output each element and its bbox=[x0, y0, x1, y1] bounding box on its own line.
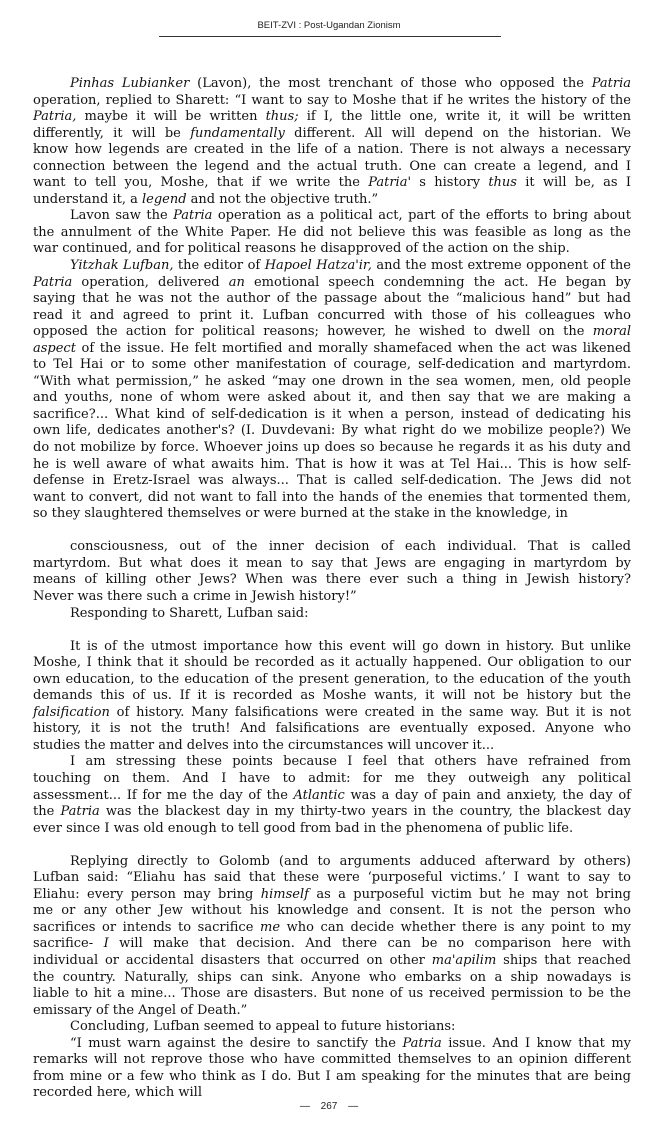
text-run: issue. And I know that my bbox=[441, 1035, 631, 1051]
text-line bbox=[33, 705, 631, 722]
text-line bbox=[33, 771, 631, 788]
paragraph-gap bbox=[33, 523, 631, 540]
text-line bbox=[33, 672, 631, 689]
text-run: himself bbox=[260, 886, 309, 902]
text-run: (Lavon), the most trenchant of those who opposed the bbox=[189, 76, 592, 91]
text-line bbox=[33, 721, 631, 738]
blockquote-history bbox=[33, 639, 631, 755]
text-run: Patria' bbox=[368, 175, 412, 191]
text-line bbox=[33, 126, 631, 143]
text-run: operation, delivered bbox=[72, 274, 229, 290]
text-run: of the issue. He felt mortified and morally shamefaced when the act was likened bbox=[75, 340, 631, 356]
text-run: the editor of bbox=[173, 258, 265, 274]
text-line bbox=[33, 920, 631, 937]
text-line bbox=[33, 142, 631, 159]
text-run: Patria bbox=[591, 76, 631, 91]
text-run: touching on them. And I have to admit: for me they outweigh any political bbox=[33, 770, 631, 786]
text-line bbox=[33, 738, 631, 755]
text-run: defense in Eretz-Israel was always... That is called self-dedication. The Jews did not bbox=[33, 473, 631, 489]
text-line bbox=[33, 821, 631, 838]
paragraph-concluding bbox=[33, 1019, 631, 1036]
paragraph-gap bbox=[33, 837, 631, 854]
text-run: Pinhas Lubianker bbox=[70, 76, 190, 91]
text-run: assessment... If for me the day of the bbox=[33, 787, 294, 803]
text-line bbox=[33, 854, 631, 871]
text-run: an bbox=[228, 274, 245, 290]
page-number: — 267 — bbox=[299, 1101, 359, 1112]
text-line bbox=[33, 639, 631, 656]
text-run: demands this of us. If it is recorded as Moshe wants, it will not be history but the bbox=[33, 688, 631, 704]
text-run: history, it is not the truth! And falsifications are eventually exposed. Anyone who bbox=[33, 721, 631, 737]
text-run: if I, the little one, write it, it will be written bbox=[298, 109, 631, 125]
text-run: It is of the utmost importance how this event will go down in history. But unlike bbox=[70, 638, 631, 654]
text-run: me bbox=[260, 919, 281, 935]
text-run: legend bbox=[141, 191, 187, 207]
text-run: and not the objective truth.” bbox=[186, 191, 379, 207]
text-run: martyrdom. But what does it mean to say that Jews are engaging in martyrdom by bbox=[33, 555, 631, 571]
paragraph-lavon-political bbox=[33, 208, 631, 258]
text-run: ma'apilim bbox=[431, 952, 497, 968]
text-line bbox=[33, 308, 631, 325]
text-line bbox=[33, 887, 631, 904]
text-run: individual or accidental disasters that occurred on other bbox=[33, 952, 432, 968]
text-run: Patria bbox=[33, 274, 73, 290]
text-run: the country. Naturally, ships can sink. Anyone who embarks on a ship nowadays is bbox=[33, 969, 631, 985]
text-line bbox=[33, 936, 631, 953]
blockquote-stressing bbox=[33, 754, 631, 837]
text-line bbox=[33, 572, 631, 589]
text-run: Moshe, I think that it should be recorded as it actually happened. Our obligation to our bbox=[33, 655, 631, 671]
text-run: from mine or a few who think as I do. But I am speaking for the minutes that are being bbox=[33, 1068, 631, 1084]
text-line bbox=[33, 655, 631, 672]
text-run: remarks will not reprove those who have committed themselves to an opinion different bbox=[33, 1052, 631, 1068]
text-run: war continued, and for political reasons he disapproved of the action on the ship. bbox=[33, 241, 570, 257]
header-rule bbox=[159, 36, 501, 37]
text-run: read it and agreed to print it. Lufban concurred with those of his colleagues who bbox=[33, 307, 631, 323]
text-line bbox=[33, 970, 631, 987]
text-run: aspect bbox=[33, 340, 76, 356]
text-run: know how legends are created in the life of a nation. There is not always a necessary bbox=[33, 142, 631, 158]
text-line bbox=[33, 192, 631, 209]
text-run: Patria bbox=[173, 208, 213, 224]
text-run: Hapoel Hatza'ir, bbox=[264, 258, 372, 274]
paragraph-lavon-quote bbox=[33, 76, 631, 208]
text-run: moral bbox=[592, 324, 631, 340]
text-run: sacrifices or intends to sacrifice bbox=[33, 919, 260, 935]
paragraph-responding-sharett bbox=[33, 606, 631, 623]
text-run: operation, replied to Sharett: “I want to say to Moshe that if he writes the history of the bbox=[33, 92, 631, 108]
text-run: and the most extreme opponent of the bbox=[371, 258, 631, 274]
text-run: was the blackest day in my thirty-two years in the country, the blackest day bbox=[99, 804, 631, 820]
text-line bbox=[33, 1069, 631, 1086]
text-line bbox=[33, 589, 631, 606]
paragraph-lufban-speech bbox=[33, 258, 631, 523]
text-run: Patria bbox=[60, 804, 100, 820]
text-run: maybe it will be written bbox=[76, 109, 266, 125]
text-run: “I must warn against the desire to sanctify the bbox=[70, 1035, 403, 1051]
text-run: operation as a political act, part of the efforts to bring about bbox=[212, 208, 632, 224]
text-line bbox=[33, 1019, 631, 1036]
text-line bbox=[33, 457, 631, 474]
text-line bbox=[33, 175, 631, 192]
text-run: and youths, none of whom were asked about it, and then say that we are making a bbox=[33, 390, 631, 406]
text-run: studies the matter and delves into the circumstances will uncover it... bbox=[33, 737, 495, 753]
text-run: Yitzhak Lufban, bbox=[70, 258, 174, 274]
text-run: Responding to Sharett, Lufban said: bbox=[70, 605, 309, 621]
paragraph-final-quote bbox=[33, 1036, 631, 1102]
text-line bbox=[33, 423, 631, 440]
text-line bbox=[33, 291, 631, 308]
paragraph-gap bbox=[33, 622, 631, 639]
text-run: Eliahu: every person may bring bbox=[33, 886, 261, 902]
text-run: the bbox=[33, 804, 61, 820]
text-run: saying that he was not the author of the passage about the “malicious hand” but had bbox=[33, 291, 631, 307]
text-run: Never was there such a crime in Jewish history!” bbox=[33, 588, 357, 604]
paragraph-lufban-continuation bbox=[33, 539, 631, 605]
text-line bbox=[33, 1003, 631, 1020]
text-line bbox=[33, 225, 631, 242]
text-run: recorded here, which will bbox=[33, 1085, 202, 1101]
text-line bbox=[33, 490, 631, 507]
text-line bbox=[33, 903, 631, 920]
text-run: emotional speech condemning the act. He began by bbox=[244, 274, 632, 290]
text-line bbox=[33, 1085, 631, 1102]
text-run: different. All will depend on the historian. We bbox=[284, 125, 631, 141]
running-header: BEIT-ZVI : Post-Ugandan Zionism bbox=[257, 20, 401, 31]
text-run: fundamentally bbox=[190, 125, 285, 141]
text-run: ships that reached bbox=[496, 952, 631, 968]
text-line bbox=[33, 1052, 631, 1069]
text-line bbox=[33, 440, 631, 457]
text-run: as a purposeful victim but he may not bring bbox=[308, 886, 631, 902]
text-run: own life, dedicates another's? (I. Duvdevani: By what right do we mobilize people?) We bbox=[33, 423, 631, 439]
text-run: to Tel Hai or to some other manifestation of courage, self-dedication and martyrdom. bbox=[33, 357, 631, 373]
text-line bbox=[33, 1036, 631, 1053]
text-run: Replying directly to Golomb (and to arguments adduced afterward by others) bbox=[70, 853, 631, 869]
text-line bbox=[33, 407, 631, 424]
text-run: he is well aware of what awaits him. That is how it was at Tel Hai... This is how self- bbox=[33, 456, 631, 472]
text-run: thus bbox=[488, 175, 517, 191]
text-run: understand it, a bbox=[33, 191, 142, 207]
text-run: me or any other Jew without his knowledge and consent. It is not the person who bbox=[33, 903, 631, 919]
text-run: Concluding, Lufban seemed to appeal to future historians: bbox=[70, 1019, 456, 1035]
text-run: the annulment of the White Paper. He did not believe this was feasible as long as the bbox=[33, 224, 631, 240]
paragraph-replying-golomb bbox=[33, 854, 631, 1019]
text-line bbox=[33, 556, 631, 573]
text-run: so they slaughtered themselves or were burned at the stake in the knowledge, in bbox=[33, 506, 568, 522]
text-run: Lufban said: “Eliahu has said that these were ‘purposeful victims.’ I want to say to bbox=[33, 870, 631, 886]
text-run: was a day of pain and anxiety, the day of bbox=[344, 787, 631, 803]
text-line bbox=[33, 754, 631, 771]
text-line bbox=[33, 473, 631, 490]
text-line bbox=[33, 390, 631, 407]
text-line bbox=[33, 357, 631, 374]
text-line bbox=[33, 341, 631, 358]
text-run: “With what permission,” he asked “may one drown in the sea women, men, old people bbox=[33, 373, 631, 389]
text-run: means of killing other Jews? When was there ever such a thing in Jewish history? bbox=[33, 572, 631, 588]
text-run: opposed the action for political reasons; however, he wished to dwell on the bbox=[33, 324, 593, 340]
text-line bbox=[33, 539, 631, 556]
text-run: emissary of the Angel of Death.” bbox=[33, 1002, 248, 1018]
text-run: Lavon saw the bbox=[70, 208, 174, 224]
text-run: thus; bbox=[265, 109, 299, 125]
text-run: sacrifice?... What kind of self-dedication is it when a person, instead of dedicating his bbox=[33, 406, 631, 422]
text-run: it will be, as I bbox=[516, 175, 631, 191]
text-run: will make that decision. And there can be no comparison here with bbox=[108, 936, 631, 952]
text-line bbox=[33, 374, 631, 391]
text-run: want to convert, did not want to fall into the hands of the enemies that tormented them, bbox=[33, 489, 631, 505]
text-run: do not mobilize by force. Whoever joins up does so because he regards it as his duty and bbox=[33, 440, 631, 456]
text-line bbox=[33, 258, 631, 275]
text-run: Patria, bbox=[33, 109, 77, 125]
text-line bbox=[33, 241, 631, 258]
text-line bbox=[33, 159, 631, 176]
text-run: consciousness, out of the inner decision of each individual. That is called bbox=[70, 539, 631, 555]
text-run: I bbox=[103, 936, 109, 952]
text-line bbox=[33, 804, 631, 821]
text-line bbox=[33, 986, 631, 1003]
text-run: Patria bbox=[402, 1035, 442, 1051]
text-run: own education, to the education of the present generation, to the education of the youth bbox=[33, 671, 631, 687]
text-run: ever since I was old enough to tell good from bad in the phenomena of public life. bbox=[33, 820, 574, 836]
text-run: differently, it will be bbox=[33, 125, 191, 141]
text-line bbox=[33, 688, 631, 705]
text-run: connection between the legend and the actual truth. One can create a legend, and I bbox=[33, 158, 631, 174]
text-line bbox=[33, 76, 631, 93]
text-run: of history. Many falsifications were created in the same way. But it is not bbox=[109, 704, 631, 720]
text-run: want to tell you, Moshe, that if we write the bbox=[33, 175, 369, 191]
text-line bbox=[33, 953, 631, 970]
text-run: liable to hit a mine... Those are disasters. But none of us received permission to be the bbox=[33, 986, 631, 1002]
text-line bbox=[33, 208, 631, 225]
text-line bbox=[33, 788, 631, 805]
text-line bbox=[33, 93, 631, 110]
text-run: falsification bbox=[33, 704, 110, 720]
text-line bbox=[33, 109, 631, 126]
text-line bbox=[33, 324, 631, 341]
page-body bbox=[33, 76, 631, 1102]
text-run: Atlantic bbox=[293, 787, 345, 803]
text-run: I am stressing these points because I feel that others have refrained from bbox=[70, 754, 631, 770]
text-run: who can decide whether there is any point to my bbox=[280, 919, 631, 935]
text-line bbox=[33, 870, 631, 887]
text-line bbox=[33, 506, 631, 523]
text-line bbox=[33, 275, 631, 292]
text-run: s history bbox=[411, 175, 489, 191]
text-line bbox=[33, 606, 631, 623]
text-run: sacrifice- bbox=[33, 936, 104, 952]
